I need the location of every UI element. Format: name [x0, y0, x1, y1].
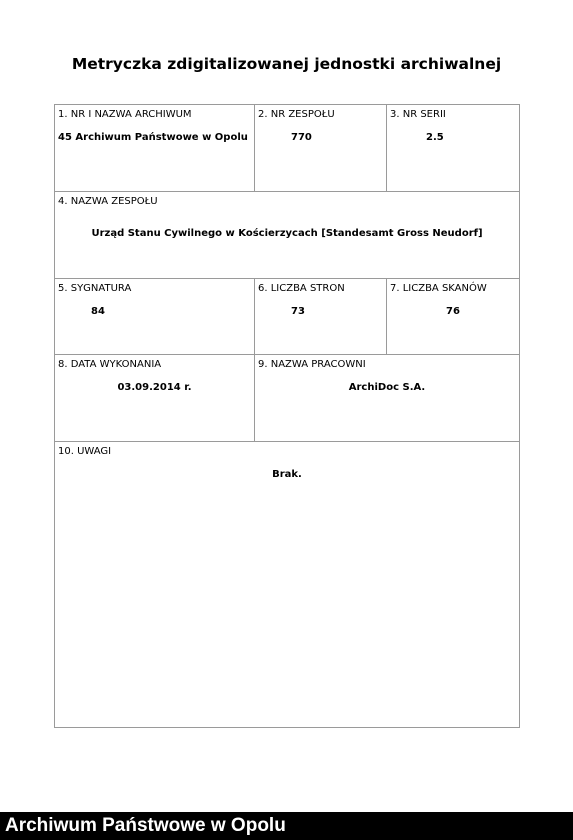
pages-value: 73 [291, 306, 305, 317]
scans-value: 76 [446, 306, 460, 317]
date-value: 03.09.2014 r. [117, 382, 192, 393]
cell-scans [387, 279, 520, 355]
cell-fond-no [255, 105, 387, 192]
fond-name-value: Urząd Stanu Cywilnego w Kościerzycach [Standesamt Gross Neudorf] [91, 228, 483, 239]
footer-bar [0, 812, 573, 840]
row-fond-name [55, 192, 520, 279]
fond-name-label: 4. NAZWA ZESPOŁU [58, 196, 158, 207]
row-counts [55, 279, 520, 355]
document-title: Metryczka zdigitalizowanej jednostki archiwalnej [71, 55, 502, 73]
cell-date [55, 355, 255, 442]
cell-workshop [255, 355, 520, 442]
cell-archive [55, 105, 255, 192]
remarks-label: 10. UWAGI [58, 446, 112, 457]
cell-signature [55, 279, 255, 355]
date-label: 8. DATA WYKONANIA [58, 359, 162, 370]
archive-label: 1. NR I NAZWA ARCHIWUM [58, 109, 192, 120]
cell-remarks [55, 442, 520, 728]
series-no-label: 3. NR SERII [390, 109, 446, 120]
footer-text: Archiwum Państwowe w Opolu [5, 815, 286, 836]
workshop-value: ArchiDoc S.A. [348, 382, 426, 393]
cell-pages [255, 279, 387, 355]
signature-label: 5. SYGNATURA [58, 283, 132, 294]
series-no-value: 2.5 [426, 132, 444, 143]
pages-label: 6. LICZBA STRON [258, 283, 345, 294]
scans-label: 7. LICZBA SKANÓW [390, 283, 487, 294]
row-date-workshop [55, 355, 520, 442]
remarks-value: Brak. [272, 469, 302, 480]
row-remarks [55, 442, 520, 728]
fond-no-value: 770 [291, 132, 312, 143]
row-archive [55, 105, 520, 192]
cell-series-no [387, 105, 520, 192]
workshop-label: 9. NAZWA PRACOWNI [258, 359, 366, 370]
signature-value: 84 [91, 306, 105, 317]
metadata-table [54, 104, 520, 728]
archive-value: 45 Archiwum Państwowe w Opolu [58, 132, 248, 143]
fond-no-label: 2. NR ZESPOŁU [258, 109, 335, 120]
cell-fond-name [55, 192, 520, 279]
